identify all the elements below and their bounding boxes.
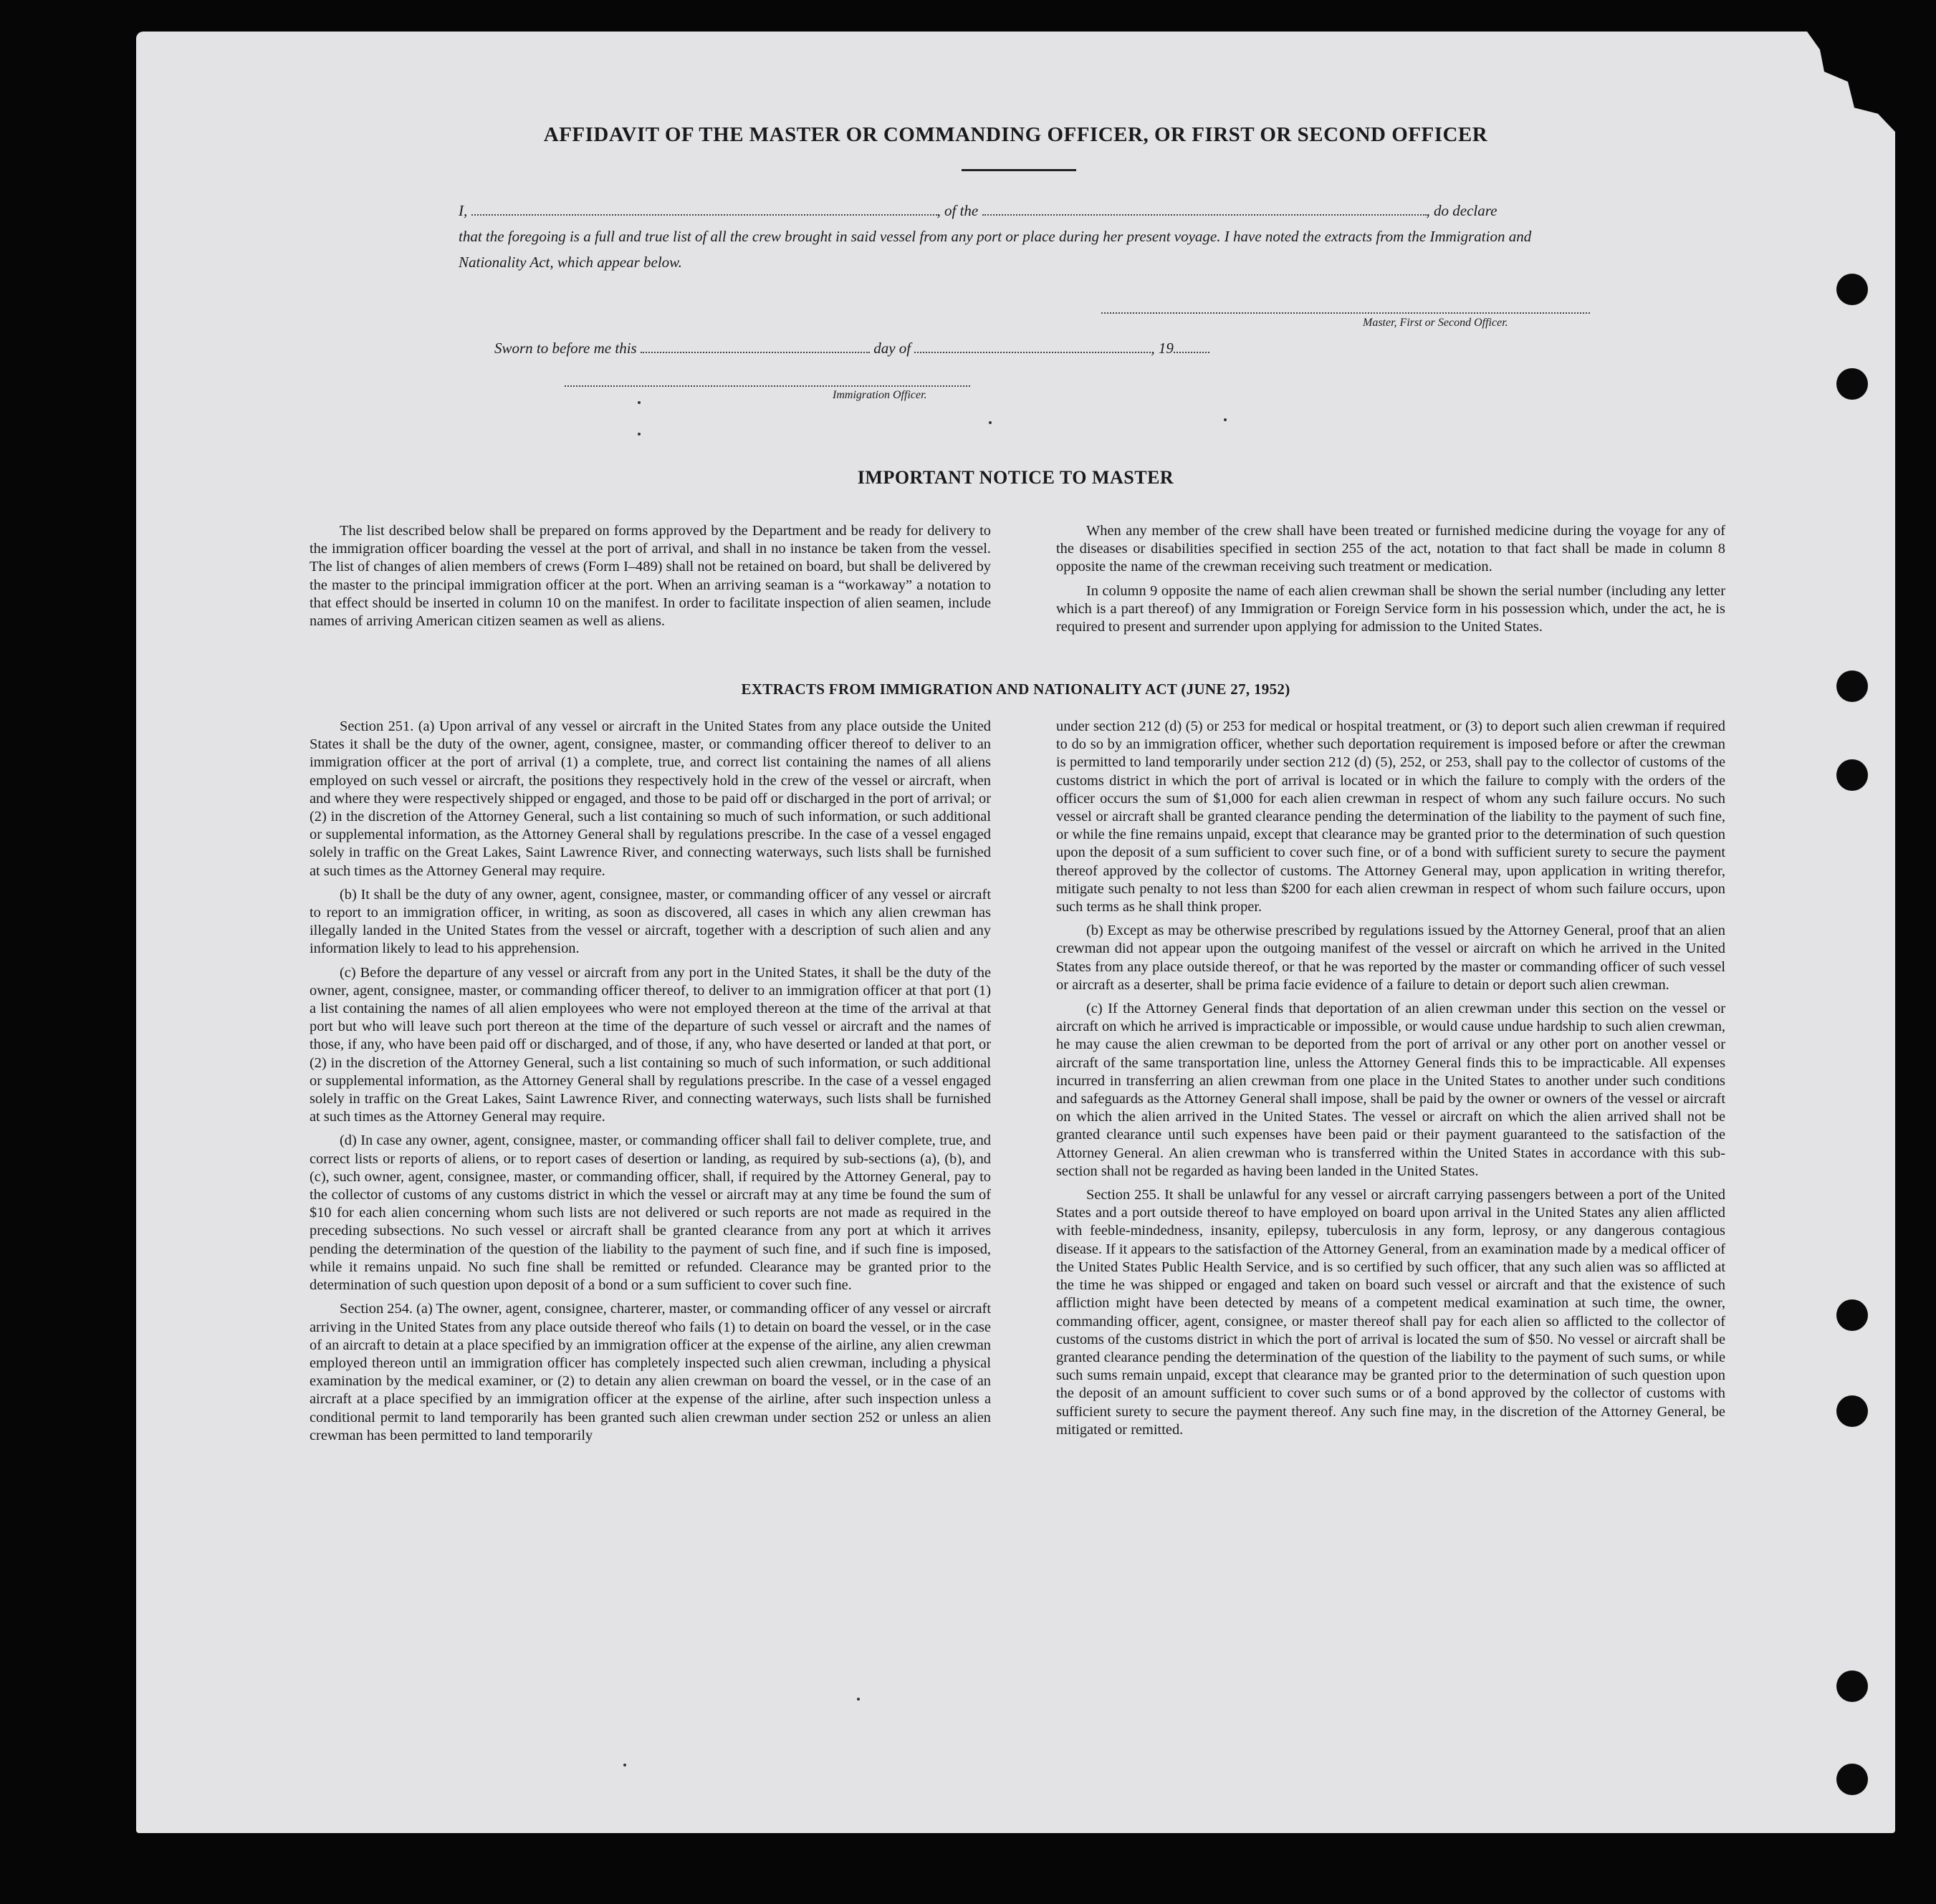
extracts-left-column xyxy=(310,718,991,1451)
speck xyxy=(1224,418,1227,421)
speck xyxy=(638,401,641,404)
extract-paragraph: (c) Before the departure of any vessel or aircraft from any port in the United States, it shall be the duty of the owner, agent, consignee, master, or commanding officer thereof, to deliver to an immigration officer at that port (1) a list containing the names of all alien employees who were not employed thereon at the time of the arrival at that port but who will leave such port thereon at the time of the departure of such vessel or aircraft and the names of those, if any, who have been paid off or discharged, and of those, if any, who have deserted or landed at that port, or (2) in the discretion of the Attorney General, such a list containing so much of such information, or such additional or supplemental information, as the Attorney General shall by regulations prescribe. In the case of a vessel engaged solely in traffic on the Great Lakes, Saint Lawrence River, and connecting waterways, such lists shall be furnished at such times as the Attorney General may require. xyxy=(310,964,991,1125)
master-signature-line[interactable] xyxy=(1101,312,1590,314)
extract-paragraph: Section 251. (a) Upon arrival of any vessel or aircraft in the United States from any place outside the United States it shall be the duty of the owner, agent, consignee, master, or commanding officer thereof to deliver to an immigration officer at the port of arrival (1) a complete, true, and correct list containing the names of all aliens employed on such vessel or aircraft, the positions they respectively hold in the crew of the vessel or aircraft, when and where they were respectively shipped or engaged, and those to be paid off or discharged in the port of arrival; or (2) in the discretion of the Attorney General, such a list containing so much of such information, or such additional or supplemental information, as the Attorney General shall by regulations prescribe. In the case of a vessel engaged solely in traffic on the Great Lakes, Saint Lawrence River, and connecting waterways, such lists shall be furnished at such times as the Attorney General may require. xyxy=(310,718,991,879)
notice-paragraph: The list described below shall be prepared on forms approved by the Department and be ready for delivery to the immigration officer boarding the vessel at the port of arrival, and shall in no instance be taken from the vessel. The list of changes of alien members of crews (Form I–489) shall not be retained on board, but shall be delivered by the master to the principal immigration officer at the port. When an arriving seaman is a “workaway” a notation to that effect should be inserted in column 10 on the manifest. In order to facilitate inspection of alien seamen, include names of arriving American citizen seamen as well as aliens. xyxy=(310,523,991,630)
sworn-label: Sworn to before me this xyxy=(494,340,637,357)
extracts-title: EXTRACTS FROM IMMIGRATION AND NATIONALITY ACT (JUNE 27, 1952) xyxy=(741,681,1290,698)
sworn-line xyxy=(494,335,1619,361)
torn-corner xyxy=(1788,32,1895,132)
punch-hole xyxy=(1836,1670,1868,1702)
officer-signature-label: Immigration Officer. xyxy=(833,389,927,401)
officer-signature-line[interactable] xyxy=(565,385,970,387)
form-page xyxy=(136,32,1895,1833)
notice-paragraph: When any member of the crew shall have been treated or furnished medicine during the voyage for any of the diseases or disabilities specified in section 255 of the act, notation to that fact shall be made in column 8 opposite the name of the crewman receiving such treatment or medication. xyxy=(1056,523,1725,575)
declaration-line xyxy=(459,198,1583,223)
extract-paragraph: under section 212 (d) (5) or 253 for medical or hospital treatment, or (3) to deport such alien crewman if required to do so by an immigration officer, whether such deportation requirement is imposed before or after the crewman is permitted to land temporarily under section 212 (d) (5), 252, or 253, shall pay to the collector of customs of the customs district in which the port of arrival is located or in which the failure to comply with the orders of the officer occurs the sum of $1,000 for each alien crewman in respect of whom any such failure occurs. No such vessel or aircraft shall be granted clearance pending the determination of the liability to the payment of such fine, or while the fine remains unpaid, except that clearance may be granted prior to the determination of such question upon the deposit of a sum sufficient to cover such fine, or of a bond with sufficient surety to secure the payment thereof approved by the collector of customs. The Attorney General may, upon application in writing therefor, mitigate such penalty to not less than $200 for each alien crewman in respect of whom such failure occurs, upon such terms as he shall think proper. xyxy=(1056,718,1725,915)
notice-left-column xyxy=(310,522,991,636)
sworn-year-field[interactable] xyxy=(1174,339,1209,353)
title-rule xyxy=(962,169,1076,171)
affidavit-title: AFFIDAVIT OF THE MASTER OR COMMANDING OFFICER, OR FIRST OR SECOND OFFICER xyxy=(543,123,1488,146)
do-declare-label: , do declare xyxy=(1426,202,1497,219)
master-signature-label: Master, First or Second Officer. xyxy=(1363,317,1508,329)
extract-paragraph: (b) It shall be the duty of any owner, agent, consignee, master, or commanding officer of any vessel or aircraft to report to an immigration officer, in writing, as soon as discovered, all cases in which any alien crewman has illegally landed in the United States from the vessel or aircraft, together with a description of such alien and any information likely to lead to his apprehension. xyxy=(310,886,991,957)
name-field[interactable] xyxy=(471,201,937,216)
extracts-right-column xyxy=(1056,718,1725,1445)
extract-paragraph: (d) In case any owner, agent, consignee, master, or commanding officer shall fail to deliver complete, true, and correct lists or reports of aliens, or to report cases of desertion or landing, as required by sub-sections (a), (b), and (c), such owner, agent, consignee, master, or commanding officer, shall, if required by the Attorney General, pay to the collector of customs of any customs district in which the vessel or aircraft may at any time be found the sum of $10 for each alien concerning whom such lists are not delivered or such reports are not made as required in the preceding subsections. No such vessel or aircraft shall be granted clearance from any port at which it arrives pending the determination of the question of the liability to the payment of such fine, and if such fine is imposed, while it remains unpaid. No such fine shall be remitted or refunded. Clearance may be granted prior to the determination of such question upon deposit of a bond or a sum sufficient to cover such fine. xyxy=(310,1133,991,1294)
punch-hole xyxy=(1836,1299,1868,1331)
of-the-label: , of the xyxy=(936,202,979,219)
punch-hole xyxy=(1836,759,1868,791)
extract-paragraph: Section 255. It shall be unlawful for any vessel or aircraft carrying passengers between a port of the United States and a port outside thereof to have employed on board upon arrival in the United States any alien afflicted with feeble-mindedness, insanity, epilepsy, tuberculosis in any form, leprosy, or any dangerous contagious disease. If it appears to the satisfaction of the Attorney General, from an examination made by a medical officer of the United States Public Health Service, and is so certified by such officer, that any such alien was so afflicted at the time he was shipped or engaged and taken on board such vessel or aircraft and that the existence of such affliction might have been detected by means of a competent medical examination at such time, the owner, commanding officer, agent, consignee, or master thereof shall pay for each alien so afflicted to the collector of customs of the customs district in which the port of arrival is located the sum of $50. No vessel or aircraft shall be granted clearance pending the determination of the question of the liability to the payment of such sums, or while such sums remain unpaid, except that clearance may be granted prior to the determination of such question upon the deposit of an amount sufficient to cover such sums or of a bond approved by the collector of customs with sufficient surety to secure the payment thereof. Any such fine may, in the discretion of the Attorney General, be mitigated or remitted. xyxy=(1056,1187,1725,1438)
declaration-statement: that the foregoing is a full and true list of all the crew brought in said vessel from any port or place during her present voyage. I have noted the extracts from the Immigration and Nationality Act, which appear below. xyxy=(459,228,1532,271)
day-of-label: day of xyxy=(873,340,911,357)
vessel-field[interactable] xyxy=(982,201,1427,216)
speck xyxy=(857,1698,860,1701)
sworn-day-field[interactable] xyxy=(641,339,870,353)
punch-hole xyxy=(1836,1764,1868,1795)
notice-paragraph: In column 9 opposite the name of each alien crewman shall be shown the serial number (including any letter which is a part thereof) of any Immigration or Foreign Service form in his possession which, under the act, he is required to present and surrender upon applying for admission to the United States. xyxy=(1056,582,1725,635)
punch-hole xyxy=(1836,368,1868,400)
speck xyxy=(623,1764,626,1766)
extract-paragraph: (c) If the Attorney General finds that deportation of an alien crewman under this section on the vessel or aircraft on which he arrived is impracticable or impossible, or would cause undue hardship to such alien crewman, he may cause the alien crewman to be deported from the port of arrival or any other port on another vessel or aircraft of the same transportation line, unless the Attorney General finds this to be impracticable. All expenses incurred in transferring an alien crewman from one place in the United States to another under such conditions and safeguards as the Attorney General shall impose, shall be paid by the owner or owners of the vessel or aircraft on which the alien arrived in the United States. The vessel or aircraft on which the alien arrived shall not be granted clearance until such expenses have been paid or their payment guaranteed to the satisfaction of the Attorney General. An alien crewman who is transferred within the United States in accordance with this sub-section shall not be regarded as having been landed in the United States. xyxy=(1056,1001,1725,1179)
punch-hole xyxy=(1836,274,1868,305)
notice-title: IMPORTANT NOTICE TO MASTER xyxy=(857,467,1174,488)
year-label: , 19 xyxy=(1151,340,1174,357)
sworn-month-field[interactable] xyxy=(914,339,1151,353)
punch-hole xyxy=(1836,1395,1868,1427)
extract-paragraph: Section 254. (a) The owner, agent, consignee, charterer, master, or commanding officer of any vessel or aircraft arriving in the United States from any place outside thereof who fails (1) to detain on board the vessel, or in the case of an aircraft to detain at a place specified by an immigration officer at the expense of the airline, any alien crewman employed thereon until an immigration officer has completely inspected such alien crewman, including a physical examination by the medical examiner, or (2) to detain any alien crewman on board the vessel, or in the case of an aircraft at a place specified by an immigration officer at the expense of the airline, after such inspection unless a conditional permit to land temporarily has been granted such alien crewman under section 252 or unless an alien crewman has been permitted to land temporarily xyxy=(310,1301,991,1443)
i-label: I, xyxy=(459,202,468,219)
speck xyxy=(989,421,992,424)
notice-right-column xyxy=(1056,522,1725,642)
extract-paragraph: (b) Except as may be otherwise prescribed by regulations issued by the Attorney General, proof that an alien crewman did not appear upon the outgoing manifest of the vessel or aircraft on which he arrived in the United States from any place outside thereof, or that he was reported by the master or commanding officer of such vessel or aircraft as a deserter, shall be prima facie evidence of a failure to detain or deport such alien crewman. xyxy=(1056,923,1725,993)
speck xyxy=(638,433,641,436)
